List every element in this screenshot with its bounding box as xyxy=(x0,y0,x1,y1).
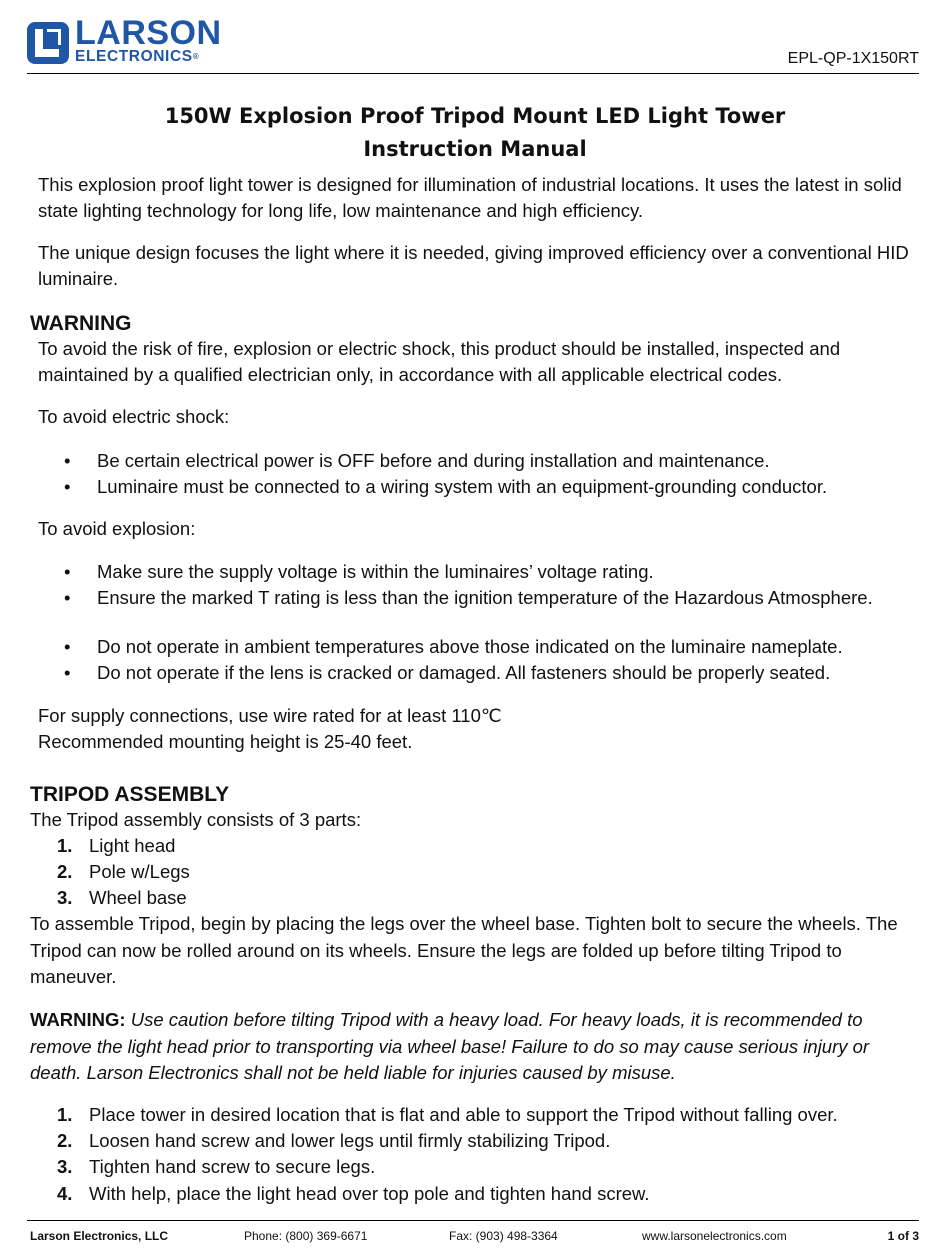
tripod-heading: TRIPOD ASSEMBLY xyxy=(30,783,230,806)
intro-paragraph-2: The unique design focuses the light where it is needed, giving improved efficiency over a conventional HID luminaire. xyxy=(38,242,909,289)
bullet-icon: • xyxy=(64,662,71,683)
logo-sub: ELECTRONICS® xyxy=(75,48,200,65)
larson-logo-icon xyxy=(27,22,69,64)
footer-website[interactable]: www.larsonelectronics.com xyxy=(642,1229,787,1243)
intro-paragraph: This explosion proof light tower is designed for illumination of industrial locations. It uses the latest in solid state lighting technology for long life, low maintenance and high efficiency. xyxy=(38,174,902,221)
header-divider xyxy=(27,73,919,74)
footer-company: Larson Electronics, LLC xyxy=(30,1229,169,1243)
bullet-icon: • xyxy=(64,636,71,657)
footer-divider xyxy=(27,1220,919,1221)
document-number: EPL-QP-1X150RT xyxy=(787,50,919,67)
document-title: 150W Explosion Proof Tripod Mount LED Light Tower xyxy=(164,104,786,128)
logo-name: LARSON xyxy=(75,14,222,52)
larson-logo xyxy=(27,14,227,66)
bullet-icon: • xyxy=(64,561,71,582)
footer-fax: Fax: (903) 498-3364 xyxy=(449,1229,558,1243)
warning-heading: WARNING xyxy=(30,312,132,335)
supply-note: For supply connections, use wire rated for at least 110℃ xyxy=(38,705,502,726)
tripod-warning: WARNING: Use caution before tilting Tripod with a heavy load. For heavy loads, it is recommended to remove the light head prior to transporting via wheel base! Failure to do so may cause serious injury or death. Larson Electronics shall not be held liable for injuries caused by misuse. xyxy=(30,1009,870,1083)
warning-paragraph: To avoid the risk of fire, explosion or electric shock, this product should be installed, inspected and maintained by a qualified electrician only, in accordance with all applicable electrical codes. xyxy=(38,338,841,385)
tripod-intro: The Tripod assembly consists of 3 parts: xyxy=(30,809,362,830)
manual-page: LARSON ELECTRONICS® EPL-QP-1X150RT 150W Explosion Proof Tripod Mount LED Light Tower Instruction Manual This explosion proof light tower is designed for illumination of industrial locations. It uses the latest in solid state lighting technology for long life, low maintenance and high efficiency. The unique design focuses the light where it is needed, giving improved efficiency over a conventional HID luminaire. WARNING To avoid the risk of fire, explosion or electric shock, this product should be installed, inspected and maintained by a qualified electrician only, in accordance with all applicable electrical codes. To avoid electric shock: • Be certain electrical power is OFF before and during installation and maintenance. • Luminaire must be connected to a wiring system with an equipment-grounding conductor. To avoid explosion: • Make sure the supply voltage is within the luminaires’ voltage rating. • Ensure the marked T rating is less than the ignition temperature of the Hazardous Atmosphere. • Do not operate in ambient temperatures above those indicated on the luminaire nameplate. • Do not operate if the lens is cracked or damaged. All fasteners should be properly seated. For supply connections, use wire rated for at least 110℃ Recommended mounting height is 25-40 feet. TRIPOD ASSEMBLY The Tripod assembly consists of 3 parts: 1. Light head 2. Pole w/Legs 3. Wheel base To assemble Tripod, begin by placing the legs over the wheel base. Tighten bolt to secure the wheels. The Tripod can now be rolled around on its wheels. Ensure the legs are folded up before tilting Tripod to maneuver. WARNING: Use caution before tilting Tripod with a heavy load. For heavy loads, it is recommended to remove the light head prior to transporting via wheel base! Failure to do so may cause serious injury or death. Larson Electronics shall not be held liable for injuries caused by misuse. 1. Place tower in desired location that is flat and able to support the Tripod without falling over. 2. Loosen hand screw and lower legs until firmly stabilizing Tripod. 3. Tighten hand screw to secure legs. 4. With help, place the light head over top pole and tighten hand screw. Larson Electronics, LLC Phone: (800) 369-6671 Fax: (903) 498-3364 www.larsonelectronics.com 1 of 3 xyxy=(0,0,950,1248)
mounting-note: Recommended mounting height is 25-40 feet. xyxy=(38,731,413,752)
bullet-icon: • xyxy=(64,587,71,608)
page-number: 1 of 3 xyxy=(887,1229,919,1243)
shock-intro: To avoid electric shock: xyxy=(38,406,230,427)
explosion-intro: To avoid explosion: xyxy=(38,518,196,539)
footer-phone: Phone: (800) 369-6671 xyxy=(244,1229,368,1243)
assemble-paragraph: To assemble Tripod, begin by placing the legs over the wheel base. Tighten bolt to secure the wheels. The Tripod can now be rolled around on its wheels. Ensure the legs are folded up before tilting Tripod to maneuver. xyxy=(30,913,898,987)
document-subtitle: Instruction Manual xyxy=(363,137,587,161)
bullet-icon: • xyxy=(64,476,71,497)
bullet-icon: • xyxy=(64,450,71,471)
